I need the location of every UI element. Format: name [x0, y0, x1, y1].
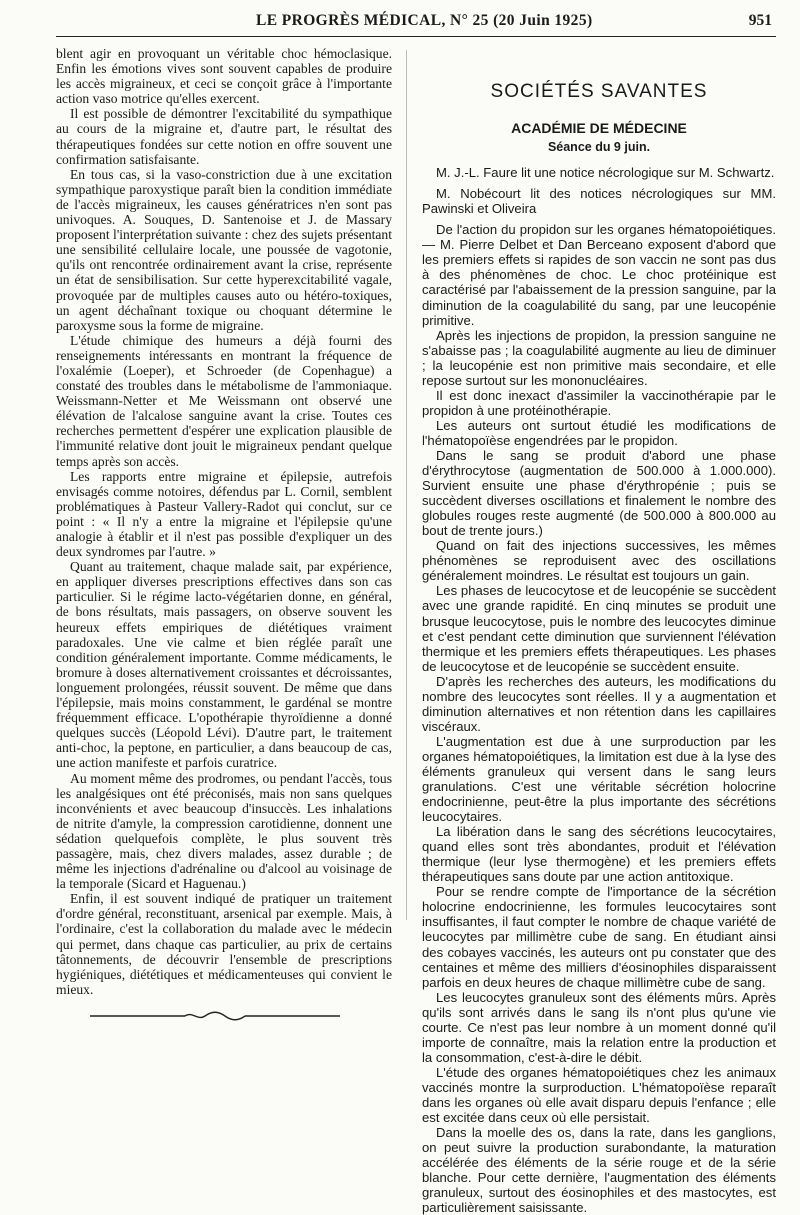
page-number: 951: [748, 12, 772, 29]
paragraph: Quant au traitement, chaque malade sait, par expérience, en appliquer diverses prescriptions effectives dans son cas particulier. Si le régime lacto-végétarien donne, en général, de bons résultats, mais passagers, on observe souvent les heureux effets empiriques de diététiques vraiment paradoxales. Une vie calme et bien réglée paraît une condition généralement importante. Comme médicaments, le bromure à doses alternativement croissantes et décroissantes, longuement prolongées, réussit souvent. De même que dans l'épilepsie, mais moins constamment, le gardénal se montre fréquemment efficace. L'opothérapie thyroïdienne a donné quelques succès (Léopold Lévi). D'autre part, le traitement anti-choc, la peptone, en particulier, a dans beaucoup de cas, une action manifeste et parfois curatrice.: [56, 559, 392, 771]
paragraph: Pour se rendre compte de l'importance de la sécrétion holocrine endocrinienne, les formules leucocytaires sont insuffisantes, il faut compter le nombre de chaque variété de leucocytes par millimètre cube de sang. En étudiant ainsi des cobayes vaccinés, les auteurs ont pu constater que des centaines et même des milliers d'éosinophiles disparaissent parfois en deux heures de chaque millimètre cube de sang.: [422, 884, 776, 990]
paragraph: Après les injections de propidon, la pression sanguine ne s'abaisse pas ; la coagulabilité augmente au lieu de diminuer ; la leucopénie est non primitive mais secondaire, et elle repose surtout sur les mononucléaires.: [422, 327, 776, 388]
paragraph: Dans le sang se produit d'abord une phase d'érythrocytose (augmentation de 500.000 à 1.000.000). Survient ensuite une phase d'érythropénie ; puis se succèdent diverses oscillations et finalement le nombre des globules rouges reste augmenté (de 500.000 à 800.000 au bout de trente jours.): [422, 447, 776, 539]
paragraph: Il est donc inexact d'assimiler la vaccinothérapie par le propidon à une protéinothérapie.: [422, 387, 776, 418]
paragraph: M. J.-L. Faure lit une notice nécrologique sur M. Schwartz.: [436, 165, 775, 181]
journal-title: LE PROGRÈS MÉDICAL, N° 25 (20 Juin 1925): [256, 12, 593, 29]
section-title: SOCIÉTÉS SAVANTES: [490, 81, 708, 102]
paragraph: Quand on fait des injections successives, les mêmes phénomènes se reproduisent avec des oscillations généralement moindres. Le résultat est toujours un gain.: [422, 538, 776, 584]
paragraph: L'étude chimique des humeurs a déjà fourni des renseignements intéressants en montrant la fréquence de l'oxalémie (Loeper), et Schroeder (de Copenhague) a constaté des troubles dans le métabolisme de l'ammoniaque. Weissmann-Netter et Me Weissmann ont observé une élévation de l'alcalose sanguine avant la crise. Toutes ces recherches permettent d'espérer une explication plausible de l'immunité relative dont jouit le migraineux pendant quelque temps après son accès.: [56, 332, 392, 469]
paragraph: Au moment même des prodromes, ou pendant l'accès, tous les analgésiques ont été préconisés, mais non sans quelques inconvénients et avec beaucoup d'insuccès. Les inhalations de nitrite d'amyle, la compression carotidienne, donnent une sédation quelquefois complète, le plus souvent très passagère, mais, chez divers malades, assez durable ; de même les injections d'adrénaline ou d'alcool au voisinage de la temporale (Sicard et Haguenau.): [56, 770, 392, 892]
paragraph: De l'action du propidon sur les organes hématopoiétiques. — M. Pierre Delbet et Dan Berceano exposent d'abord que les premiers effets si rapides de son vaccin ne sont pas dus à des phénomènes de choc. Le choc protéinique est caractérisé par l'abaissement de la pression sanguine, par la diminution de la coagulabilité du sang, par une leucopénie primitive.: [422, 222, 776, 328]
paragraph: En tous cas, si la vaso-constriction due à une excitation sympathique paroxystique paraît bien la condition immédiate de l'accès migraineux, les causes génératrices n'en sont pas univoques. A. Souques, D. Santenoise et J. de Massary proposent l'interprétation suivante : chez des sujets présentant une sensibilité cellulaire locale, une poussée de vagotonie, qu'ils ont rencontrée ordinairement avant la crise, représente un état de sensibilisation. Sur cette hyperexcitabilité vagale, provoquée par de multiples causes auto ou hétéro-toxiques, un agent déchaînant toxique ou choquant détermine le paroxysme sous la forme de migraine.: [56, 166, 392, 333]
paragraph: Les rapports entre migraine et épilepsie, autrefois envisagés comme notoires, défendus par L. Cornil, semblent problématiques à Pasteur Vallery-Radot qui conclut, sur ce point : « Il n'y a entre la migraine et l'épilepsie qu'une analogie à établir et il n'est pas possible d'expliquer un des deux syndromes par l'autre. »: [56, 468, 392, 560]
paragraph: Les auteurs ont surtout étudié les modifications de l'hématopoïèse engendrées par le propidon.: [422, 417, 776, 448]
paragraph: M. Nobécourt lit des notices nécrologiques sur MM. Pawinski et Oliveira: [422, 186, 776, 217]
column-divider: [406, 50, 407, 920]
paragraph: blent agir en provoquant un véritable choc hémoclasique. Enfin les émotions vives sont souvent capables de produire les accès migraineux, et ceci se conçoit grâce à l'importante action vaso motrice qu'elles exercent.: [56, 46, 392, 107]
paragraph: Les leucocytes granuleux sont des éléments mûrs. Après qu'ils sont arrivés dans le sang ils n'ont plus qu'une vie courte. Ce n'est pas leur nombre à un moment donné qu'il importe de connaître, mais la relation entre la production et la consommation, c'est-à-dire le débit.: [422, 989, 776, 1065]
end-ornament: [90, 1010, 340, 1022]
paragraph: Il est possible de démontrer l'excitabilité du sympathique au cours de la migraine et, d'autre part, le résultat des thérapeutiques fondées sur cette notion en offre souvent une confirmation satisfaisante.: [56, 106, 392, 167]
running-head: [56, 10, 776, 37]
paragraph: L'augmentation est due à une surproduction par les organes hématopoiétiques, la limitation est due à la lyse des éléments granuleux qui versent dans le sang leurs granulations. C'est une véritable sécrétion holocrine endocrinienne, peut-être la plus importante des sécrétions leucocytaires.: [422, 733, 776, 825]
paragraph: L'étude des organes hématopoiétiques chez les animaux vaccinés montre la surproduction. L'hématopoïèse reparaît dans les organes où elle avait disparu depuis l'enfance ; elle est excitée dans ceux où elle persistait.: [422, 1064, 776, 1126]
subsection-title: ACADÉMIE DE MÉDECINE: [511, 120, 687, 137]
left-column: [56, 46, 392, 997]
right-column: [422, 46, 776, 1215]
paragraph: Dans la moelle des os, dans la rate, dans les ganglions, on peut suivre la production surabondante, la maturation accélérée des éléments de la série rouge et de la série blanche. Pour cette dernière, l'augmentation des éléments granuleux, surtout des éosinophiles et des mastocytes, est particulièrement saisissante.: [422, 1125, 776, 1215]
paragraph: La libération dans le sang des sécrétions leucocytaires, quand elles sont très abondantes, produit et l'élévation thermique (leur lyse thermogène) et les premiers effets thérapeutiques sans doute par une action antitoxique.: [422, 824, 776, 885]
paragraph: Les phases de leucocytose et de leucopénie se succèdent avec une grande rapidité. En cinq minutes se produit une brusque leucocytose, puis le nombre des leucocytes diminue et c'est pendant cette diminution que surviennent l'élévation thermique et les premiers effets thérapeutiques. Les phases de leucocytose et de leucopénie se succèdent ensuite.: [422, 583, 776, 674]
paragraph: D'après les recherches des auteurs, les modifications du nombre des leucocytes sont réelles. Il y a augmentation et diminution alternatives et non rétention dans les capillaires viscéraux.: [422, 673, 776, 734]
paragraph: Enfin, il est souvent indiqué de pratiquer un traitement d'ordre général, reconstituant, arsenical par exemple. Mais, à l'ordinaire, c'est la collaboration du malade avec le médecin qui permet, dans chaque cas particulier, au prix de certains tâtonnements, de découvrir l'ensemble de prescriptions hygiéniques, diététiques et médicamenteuses qui convient le mieux.: [56, 891, 392, 997]
session-date: Séance du 9 juin.: [547, 140, 651, 155]
